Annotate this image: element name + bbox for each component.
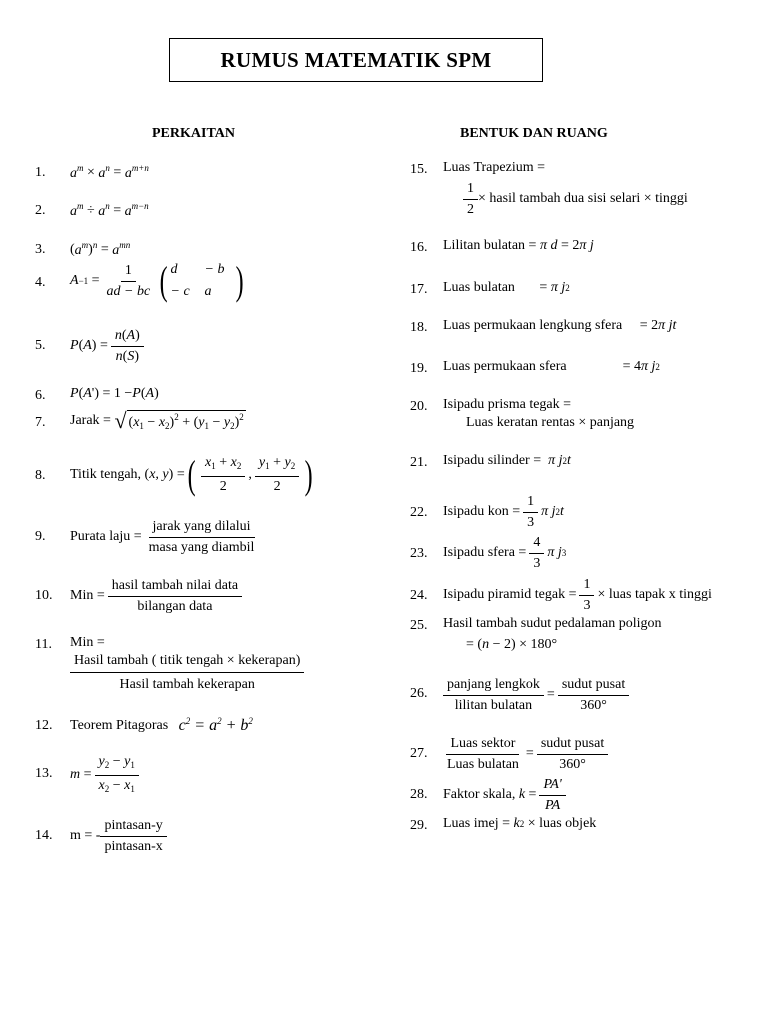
formula-24: Isipadu piramid tegak = $\frac{1}{3}$ × luas tapak x tinggi: [443, 576, 712, 613]
formula-27-right-denominator: 360°: [559, 756, 586, 772]
formula-9-label: Purata laju =: [70, 529, 142, 544]
formula-26-numerator: panjang lengkok: [443, 676, 544, 696]
formula-25-label: Hasil tambah sudut pedalaman poligon: [443, 616, 662, 631]
formula-21-label: Isipadu silinder =: [443, 453, 542, 468]
formula-number: 14.: [35, 828, 53, 843]
formula-14: [70, 815, 170, 857]
formula-14-numerator: pintasan-y: [100, 817, 166, 837]
formula-10-numerator: hasil tambah nilai data: [108, 577, 242, 597]
formula-17-label: Luas bulatan: [443, 280, 515, 295]
formula-number: 21.: [410, 455, 428, 470]
formula-5: P ( A ) = $\frac{n(A)}{n(S)}$: [70, 324, 147, 368]
formula-29-text: luas objek: [539, 816, 597, 831]
formula-11-label: Min =: [70, 635, 105, 650]
formula-number: 28.: [410, 787, 428, 802]
formula-15-label: Luas Trapezium =: [443, 160, 545, 175]
formula-number: 7.: [35, 415, 46, 430]
formula-15: $\frac{1}{2}$ × hasil tambah dua sisi selari × tinggi: [463, 178, 688, 220]
formula-number: 25.: [410, 618, 428, 633]
formula-27-numerator: Luas sektor: [446, 735, 519, 755]
formula-number: 10.: [35, 588, 53, 603]
formula-20: Luas keratan rentas × panjang: [466, 415, 635, 430]
formula-number: 8.: [35, 468, 46, 483]
formula-27-denominator: Luas bulatan: [447, 756, 519, 772]
formula-number: 29.: [410, 818, 428, 833]
formula-21: Isipadu silinder = π j 2 t: [443, 453, 571, 468]
formula-4: A −1 = $\frac{1}{ad - bc}$ ( d − b − c a ): [70, 258, 244, 303]
formula-15-text: hasil tambah dua sisi selari × tinggi: [489, 191, 688, 206]
formula-26: $\frac{\text{panjang lengkok}}{\text{lilitan bulatan}}$ = $\frac{\text{sudut pusat}}{360^\circ}$: [443, 674, 632, 716]
formula-number: 9.: [35, 529, 46, 544]
formula-18-label: Luas permukaan lengkung sfera: [443, 318, 623, 333]
formula-number: 3.: [35, 242, 46, 257]
formula-20-label: Isipadu prisma tegak =: [443, 397, 572, 412]
formula-number: 26.: [410, 686, 428, 701]
formula-1: $a^m$ × $a^n$ = $a^{m+n}$: [70, 163, 149, 181]
formula-19-label: Luas permukaan sfera: [443, 359, 567, 374]
formula-7: Jarak = √ $(x_1 - x_2)^2 + (y_1 - y_2)^2$: [70, 408, 244, 433]
page-title: RUMUS MATEMATIK SPM: [169, 38, 543, 82]
formula-11-numerator: Hasil tambah ( titik tengah × kekerapan): [70, 652, 304, 673]
formula-12: Teorem Pitagoras $c^2 = a^2 + b^2$: [70, 716, 253, 734]
formula-6: P ( A ') = 1 − P ( A ): [70, 386, 159, 401]
formula-9-denominator: masa yang diambil: [148, 539, 255, 555]
formula-29: Luas imej = k 2 × luas objek: [443, 816, 597, 831]
formula-number: 17.: [410, 282, 428, 297]
formula-25: = ( n − 2) × 180°: [466, 637, 558, 652]
formula-28-label: Faktor skala,: [443, 787, 516, 802]
formula-14-label: m = -: [70, 828, 101, 843]
formula-number: 4.: [35, 275, 46, 290]
formula-22-label: Isipadu kon =: [443, 504, 521, 519]
formula-24-label: Isipadu piramid tegak =: [443, 587, 577, 602]
formula-number: 6.: [35, 388, 46, 403]
formula-10-label: Min =: [70, 588, 105, 603]
formula-number: 24.: [410, 588, 428, 603]
formula-22: Isipadu kon = $\frac{1}{3}$ π j 2 t: [443, 493, 564, 530]
formula-number: 23.: [410, 546, 428, 561]
formula-13: m = $\frac{y_2 - y_1}{x_2 - x_1}$: [70, 754, 142, 796]
formula-number: 19.: [410, 361, 428, 376]
formula-7-label: Jarak =: [70, 413, 111, 428]
formula-number: 12.: [35, 718, 53, 733]
formula-27-right-numerator: sudut pusat: [537, 735, 608, 755]
formula-3: ( $a^m$ ) $^n$ = $a^{mn}$: [70, 240, 131, 258]
formula-number: 27.: [410, 746, 428, 761]
formula-number: 13.: [35, 766, 53, 781]
section-heading-bentuk-dan-ruang: BENTUK DAN RUANG: [460, 126, 608, 141]
section-heading-perkaitan: PERKAITAN: [152, 126, 235, 141]
formula-2: $a^m$ ÷ $a^n$ = $a^{m-n}$: [70, 201, 149, 219]
formula-27: $\frac{\text{Luas sektor}}{\text{Luas bulatan}}$ = $\frac{\text{sudut pusat}}{360^\circ}$: [443, 733, 611, 775]
formula-number: 1.: [35, 165, 46, 180]
formula-number: 16.: [410, 240, 428, 255]
formula-number: 15.: [410, 162, 428, 177]
formula-10: [70, 575, 245, 617]
formula-26-denominator: lilitan bulatan: [454, 697, 533, 713]
formula-number: 20.: [410, 399, 428, 414]
formula-24-text: luas tapak x tinggi: [608, 587, 712, 602]
formula-16-label: Lilitan bulatan =: [443, 238, 537, 253]
formula-number: 18.: [410, 320, 428, 335]
formula-16: Lilitan bulatan = π d = 2 π j: [443, 238, 594, 253]
formula-number: 2.: [35, 203, 46, 218]
formula-17: Luas bulatan = π j 2: [443, 280, 570, 295]
formula-18: Luas permukaan lengkung sfera = 2 π jt: [443, 318, 677, 333]
formula-23-label: Isipadu sfera =: [443, 545, 527, 560]
formula-number: 22.: [410, 505, 428, 520]
formula-19: Luas permukaan sfera = 4 π j 2: [443, 359, 660, 374]
formula-10-denominator: bilangan data: [137, 598, 213, 614]
formula-12-label: Teorem Pitagoras: [70, 717, 169, 733]
formula-number: 5.: [35, 338, 46, 353]
formula-26-right-denominator: 360°: [580, 697, 607, 713]
formula-29-label: Luas imej =: [443, 816, 510, 831]
formula-11: [70, 652, 304, 694]
formula-8: Titik tengah, ( x, y ) = ( $\frac{x_1 + x_2}{2}$ , $\frac{y_1 + y_2}{2}$ ): [70, 452, 313, 497]
formula-26-right-numerator: sudut pusat: [558, 676, 629, 696]
formula-11-denominator: Hasil tambah kekerapan: [119, 677, 255, 692]
formula-8-label: Titik tengah,: [70, 467, 142, 482]
formula-23: Isipadu sfera = $\frac{4}{3}$ π j 3: [443, 534, 567, 571]
formula-9: [70, 516, 261, 558]
formula-14-denominator: pintasan-x: [104, 838, 163, 854]
formula-28: Faktor skala, k = $\frac{PA'}{PA}$: [443, 774, 569, 816]
formula-number: 11.: [35, 637, 52, 652]
formula-9-numerator: jarak yang dilalui: [149, 518, 255, 538]
